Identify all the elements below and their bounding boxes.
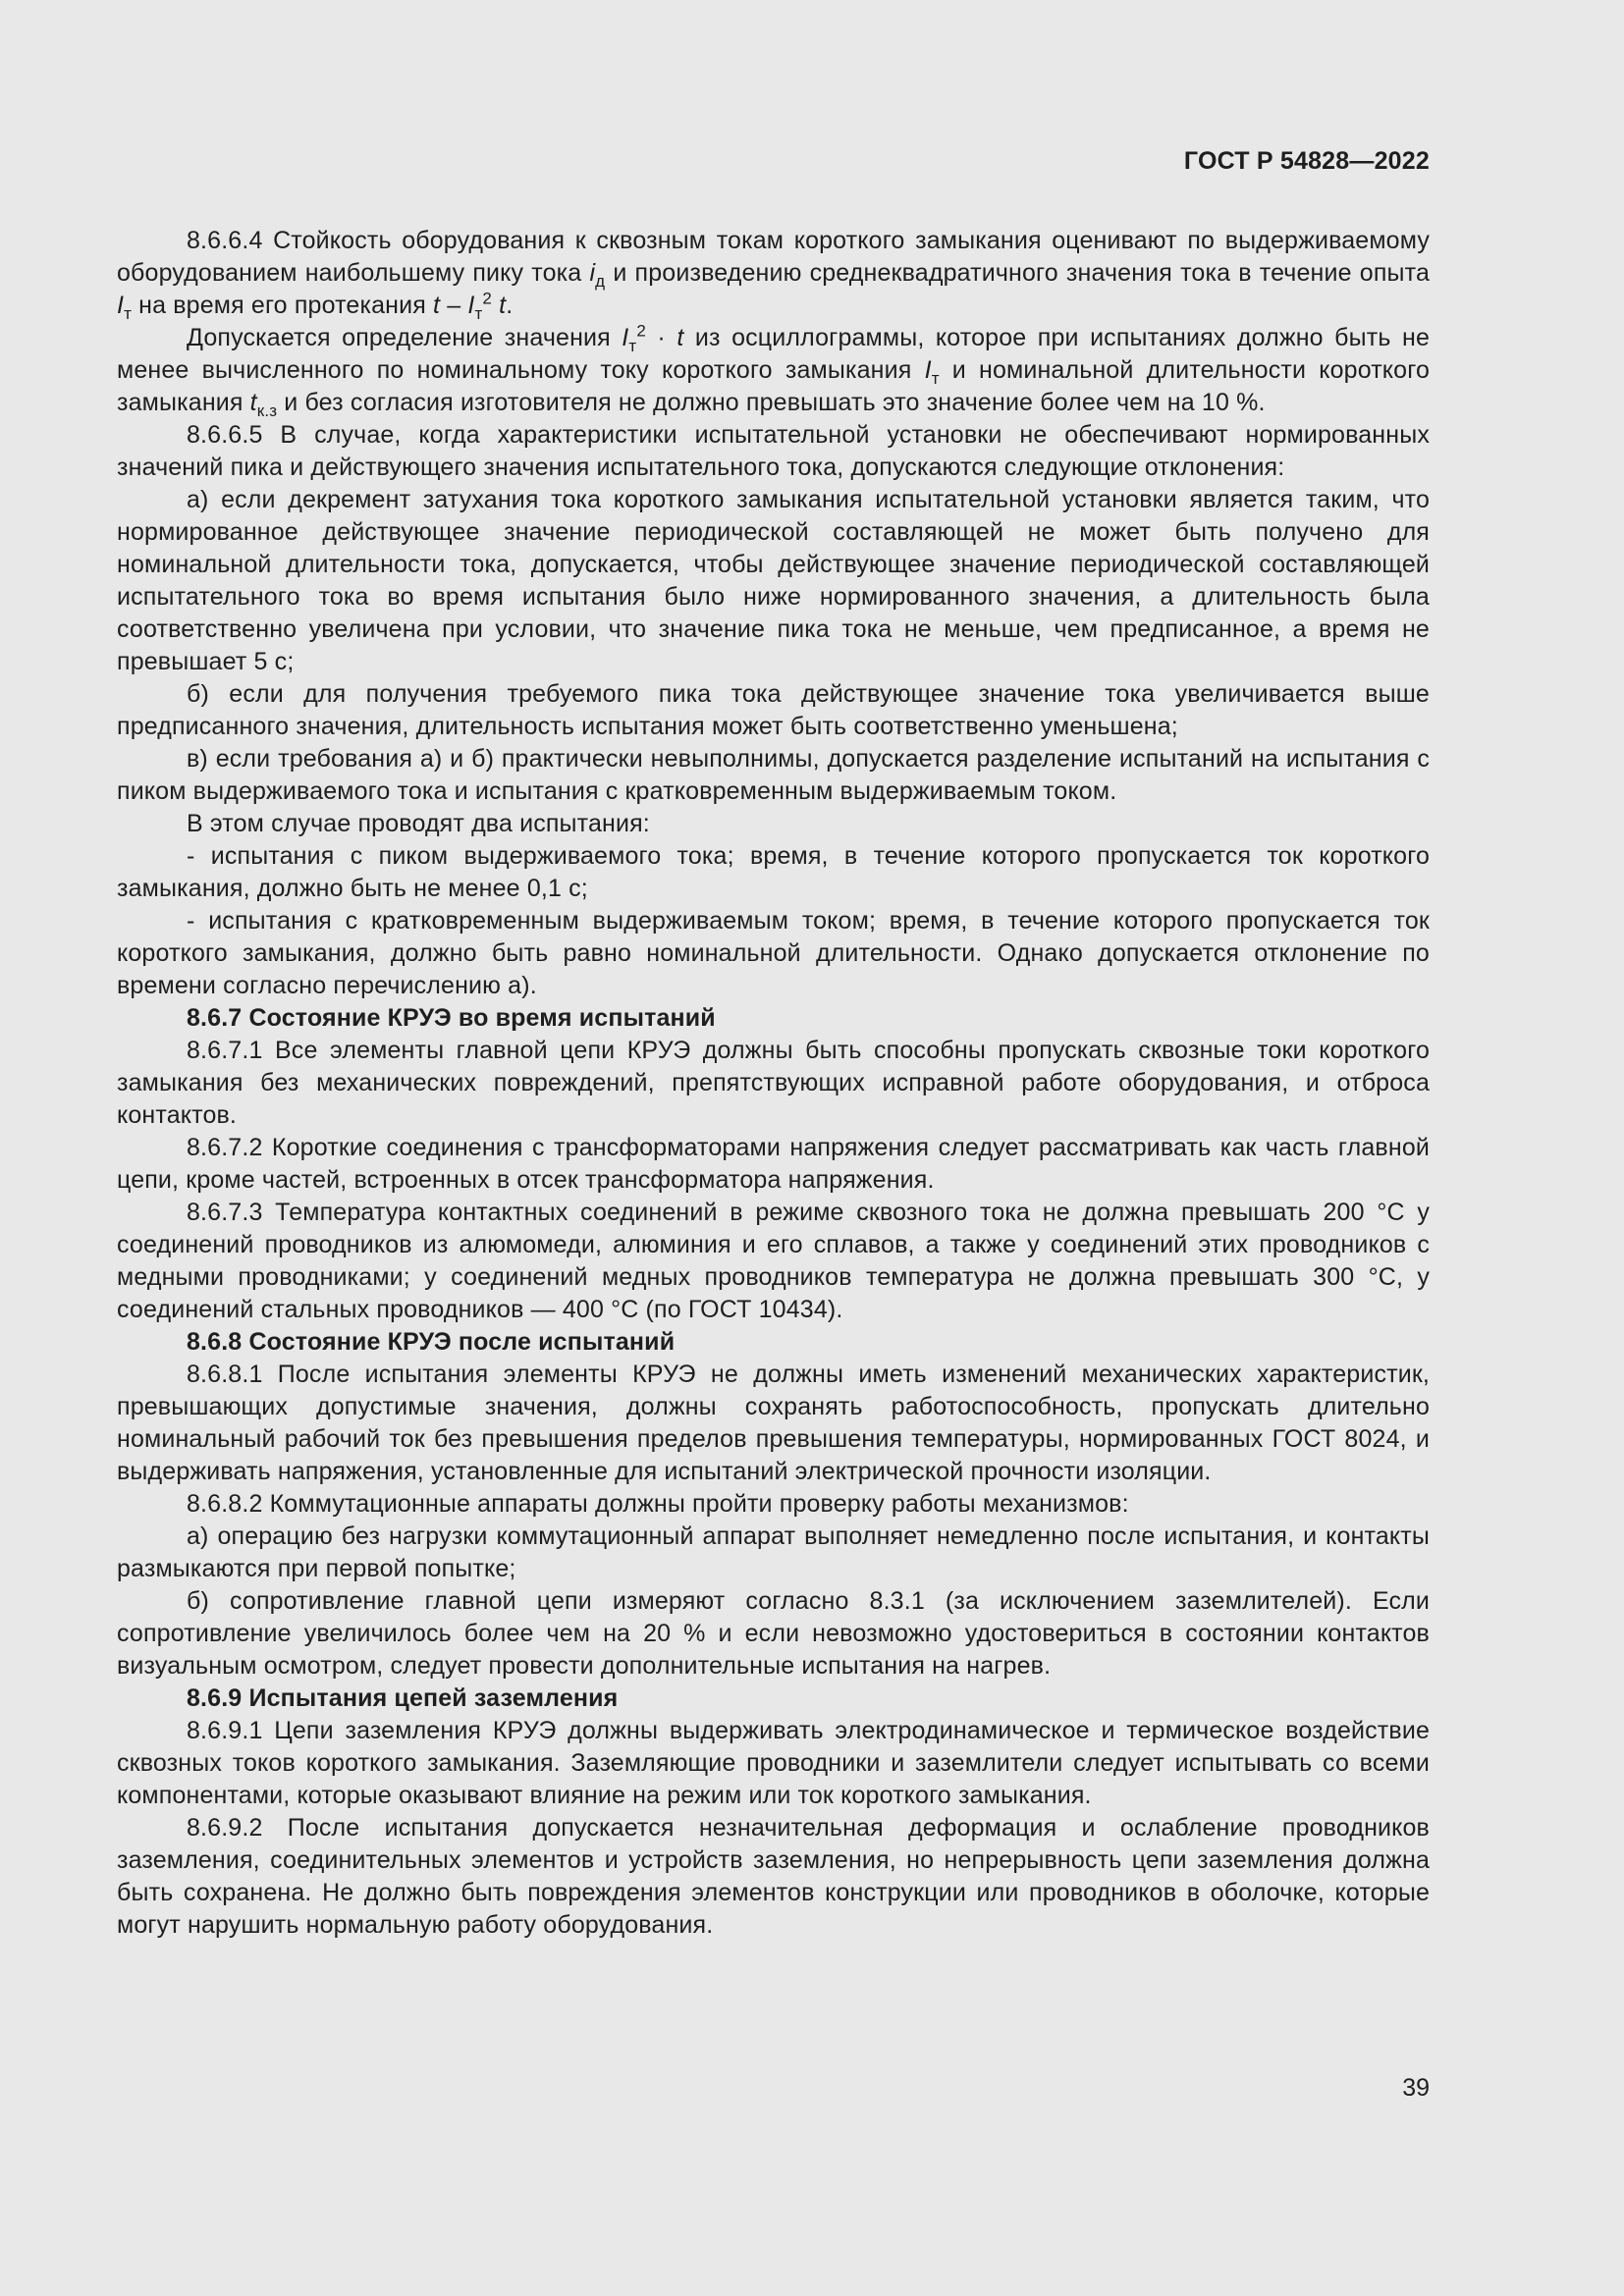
section-heading-h-8-6-8: [117, 1326, 1430, 1359]
page-number: [1402, 2074, 1430, 2103]
paragraph-p-item-v: [117, 743, 1430, 808]
text-segment: 8.6.7.2 Короткие соединения с трансформаторами напряжения следует рассматривать как часть главной цепи, кроме частей, встроенных в отсек трансформатора напряжения.: [117, 1134, 1430, 1194]
paragraph-p-dash-1: [117, 840, 1430, 905]
paragraph-p-8-6-8-2: [117, 1488, 1430, 1521]
text-segment: 8.6.6.4 Стойкость оборудования к сквозным токам короткого замыкания оценивают по выдерживаемому оборудованием наибольшему пику тока: [117, 227, 1430, 287]
text-segment: из осциллограммы, которое при испытаниях должно быть не менее вычисленного по номинальному току короткого замыкания: [117, 324, 1431, 384]
text-segment: –: [440, 292, 468, 319]
paragraph-p-8-6-7-3: [117, 1197, 1430, 1326]
text-segment: 8.6.7 Состояние КРУЭ во время испытаний: [187, 1004, 716, 1032]
paragraph-p-8-6-6-5: [117, 419, 1430, 484]
text-segment: и произведению среднеквадратичного значения тока в течение опыта: [605, 259, 1430, 287]
text-segment: 8.6.8 Состояние КРУЭ после испытаний: [187, 1328, 676, 1356]
text-segment: I: [924, 356, 932, 384]
text-segment: т: [124, 304, 133, 323]
text-segment: а) если декремент затухания тока короткого замыкания испытательной установки является таким, что нормированное действующее значение периодической составляющей не может быть получено для номинальной длительности тока, допускается, чтобы действующее значение периодической составляющей испытательного тока во время испытания было ниже нормированного значения, а длительность была соответственно увеличена при условии, что значение пика тока не меньше, чем предписанное, а время не превышает 5 с;: [117, 486, 1430, 675]
text-segment: 8.6.7.1 Все элементы главной цепи КРУЭ должны быть способны пропускать сквозные токи короткого замыкания без механических повреждений, препятствующих исправной работе оборудования, и отброса контактов.: [117, 1037, 1430, 1129]
text-segment: 8.6.6.5 В случае, когда характеристики испытательной установки не обеспечивают нормированных значений пика и действующего значения испытательного тока, допускаются следующие отклонения:: [117, 421, 1430, 481]
text-segment: и без согласия изготовителя не должно превышать это значение более чем на 10 %.: [277, 389, 1266, 416]
page-header: [1184, 147, 1430, 176]
document-body: [117, 225, 1430, 1942]
text-segment: i: [589, 259, 596, 287]
paragraph-p-8-6-8-1: [117, 1359, 1430, 1488]
text-segment: ·: [645, 324, 677, 351]
text-segment: t: [433, 292, 441, 319]
paragraph-p-8-6-7-1: [117, 1035, 1430, 1132]
paragraph-p-oscillogram: [117, 322, 1430, 419]
text-segment: 2: [636, 321, 646, 341]
text-segment: 8.6.8.1 После испытания элементы КРУЭ не должны иметь изменений механических характеристик, превышающих допустимые значения, должны сохранять работоспособность, пропускать длительно номинальный рабочий ток без превышения пределов превышения температуры, нормированных ГОСТ 8024, и выдерживать напряжения, установленные для испытаний электрической прочности изоляции.: [117, 1361, 1430, 1485]
paragraph-p-8-6-8-2-b: [117, 1585, 1430, 1682]
paragraph-p-item-a: [117, 484, 1430, 678]
paragraph-p-two-tests: [117, 808, 1430, 840]
text-segment: .: [506, 292, 514, 319]
text-segment: т: [931, 369, 940, 388]
text-segment: 2: [482, 289, 493, 308]
text-segment: I: [467, 292, 475, 319]
standard-id: ГОСТ Р 54828—2022: [1183, 147, 1430, 175]
text-segment: В этом случае проводят два испытания:: [187, 810, 650, 837]
paragraph-p-8-6-9-2: [117, 1812, 1430, 1942]
text-segment: 8.6.9.1 Цепи заземления КРУЭ должны выдерживать электродинамическое и термическое воздействие сквозных токов короткого замыкания. Заземляющие проводники и заземлители следует испытывать со всеми компонентами, которые оказывают влияние на режим или ток короткого замыкания.: [117, 1717, 1430, 1809]
text-segment: Допускается определение значения: [187, 324, 623, 351]
text-segment: 8.6.9 Испытания цепей заземления: [187, 1684, 619, 1712]
text-segment: t: [249, 389, 257, 416]
section-heading-h-8-6-7: [117, 1002, 1430, 1035]
text-segment: - испытания с пиком выдерживаемого тока; время, в течение которого пропускается ток короткого замыкания, должно быть не менее 0,1 с;: [117, 842, 1430, 902]
text-segment: т: [474, 304, 483, 323]
paragraph-p-item-b: [117, 678, 1430, 743]
page-number-text: 39: [1402, 2074, 1430, 2102]
text-segment: к.з: [256, 401, 278, 420]
text-segment: t: [499, 292, 507, 319]
text-segment: д: [595, 272, 606, 291]
section-heading-h-8-6-9: [117, 1682, 1430, 1715]
text-segment: и номинальной длительности короткого замыкания: [117, 356, 1430, 416]
paragraph-p-dash-2: [117, 905, 1430, 1002]
text-segment: 8.6.9.2 После испытания допускается незначительная деформация и ослабление проводников заземления, соединительных элементов и устройств заземления, но непрерывность цепи заземления должна быть сохранена. Не должно быть повреждения элементов конструкции или проводников в оболочке, которые могут нарушить нормальную работу оборудования.: [117, 1814, 1430, 1939]
text-segment: 8.6.8.2 Коммутационные аппараты должны пройти проверку работы механизмов:: [187, 1490, 1129, 1518]
text-segment: а) операцию без нагрузки коммутационный аппарат выполняет немедленно после испытания, и контакты размыкаются при первой попытке;: [117, 1522, 1430, 1582]
text-segment: на время его протекания: [132, 292, 433, 319]
paragraph-p-8-6-8-2-a: [117, 1521, 1430, 1585]
text-segment: в) если требования а) и б) практически невыполнимы, допускается разделение испытаний на испытания с пиком выдерживаемого тока и испытания с кратковременным выдерживаемым током.: [117, 745, 1430, 805]
text-segment: I: [117, 292, 125, 319]
paragraph-p-8-6-7-2: [117, 1132, 1430, 1197]
text-segment: 8.6.7.3 Температура контактных соединений в режиме сквозного тока не должна превышать 200 °С у соединений проводников из алюмомеди, алюминия и его сплавов, а также у соединений этих проводников с медными проводниками; у соединений медных проводников температура не должна превышать 300 °С, у соединений стальных проводников — 400 °С (по ГОСТ 10434).: [117, 1199, 1430, 1323]
text-segment: т: [628, 337, 637, 355]
text-segment: б) сопротивление главной цепи измеряют согласно 8.3.1 (за исключением заземлителей). Если сопротивление увеличилось более чем на 20 % и если невозможно удостовериться в состоянии контактов визуальным осмотром, следует провести дополнительные испытания на нагрев.: [117, 1587, 1430, 1680]
text-segment: - испытания с кратковременным выдерживаемым током; время, в течение которого пропускается ток короткого замыкания, должно быть равно номинальной длительности. Однако допускается отклонение по времени согласно перечислению а).: [117, 907, 1430, 999]
text-segment: t: [677, 324, 684, 351]
text-segment: б) если для получения требуемого пика тока действующее значение тока увеличивается выше предписанного значения, длительность испытания может быть соответственно уменьшена;: [117, 680, 1430, 740]
paragraph-p-8-6-9-1: [117, 1715, 1430, 1812]
text-segment: I: [622, 324, 629, 351]
paragraph-p-8-6-6-4: [117, 225, 1430, 322]
